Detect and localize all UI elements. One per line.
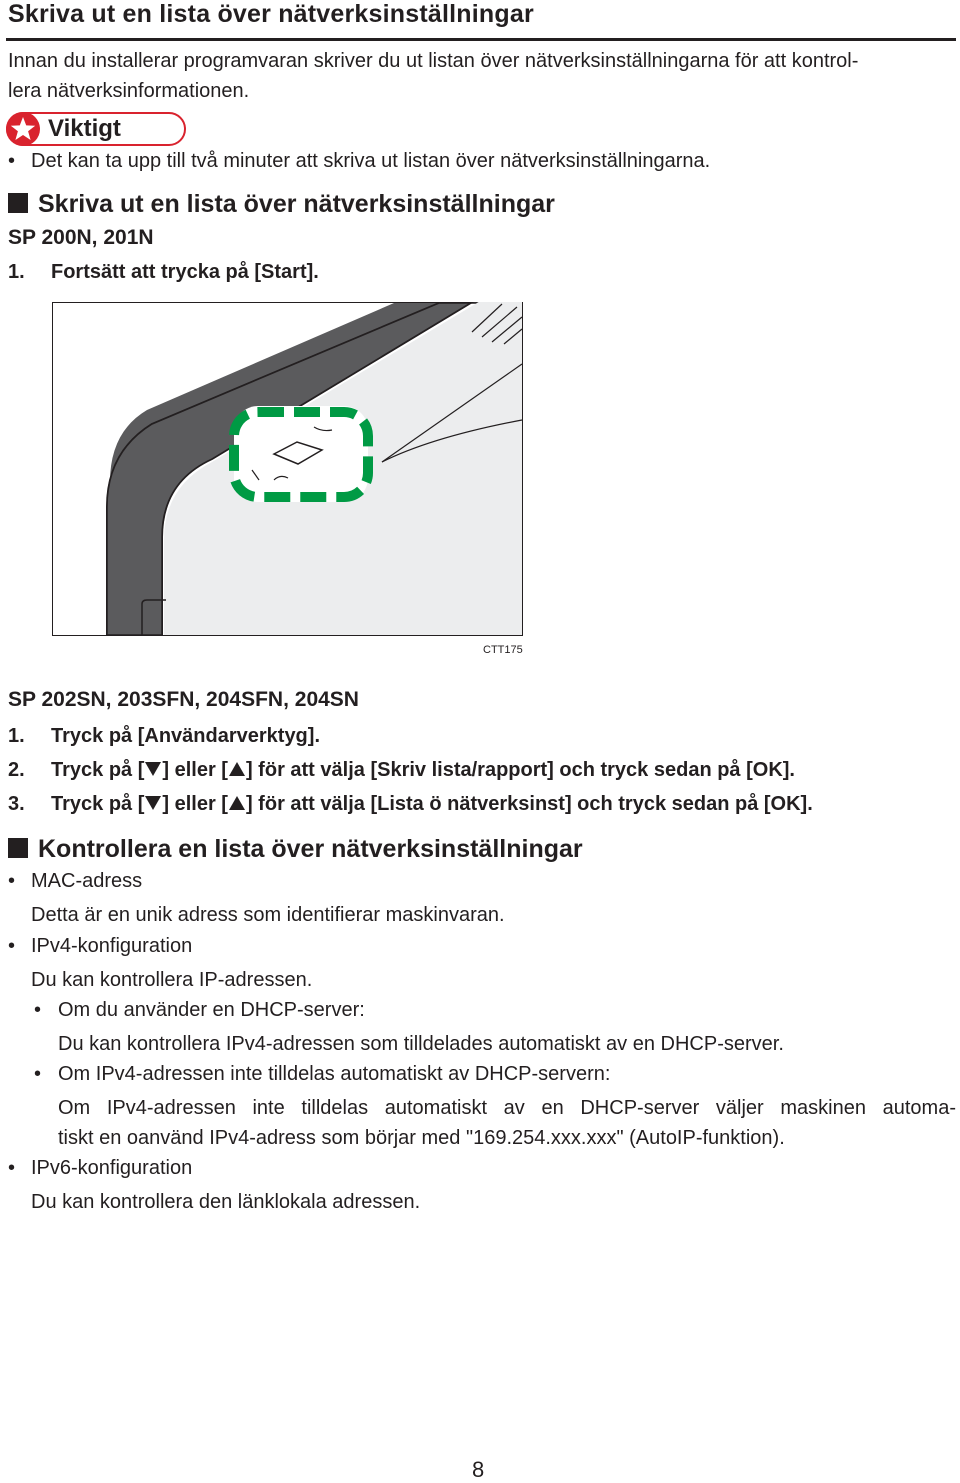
- bullet-icon: •: [8, 870, 16, 892]
- bullet-icon: •: [8, 935, 16, 957]
- step-text-mid: ] eller [: [162, 759, 228, 781]
- list-item-label: Om du använder en DHCP-server:: [58, 999, 365, 1021]
- step-text-post: ] för att välja [Skriv lista/rapport] och tryck sedan på [OK].: [245, 759, 795, 781]
- important-note-text: Det kan ta upp till två minuter att skriva ut listan över nätverksinställningarna.: [31, 150, 711, 172]
- title-rule: [6, 38, 956, 41]
- list-item-ipv4: [8, 931, 948, 961]
- list-item-desc: Detta är en unik adress som identifierar maskinvaran.: [31, 904, 505, 926]
- list-item-desc-line-2: tiskt en oanvänd IPv4-adress som börjar med "169.254.xxx.xxx" (AutoIP-funktion).: [58, 1127, 785, 1149]
- square-bullet-icon: [8, 838, 28, 858]
- printer-illustration: [52, 302, 523, 636]
- figure-code: CTT175: [483, 644, 523, 656]
- list-item-label: MAC-adress: [31, 870, 143, 892]
- important-badge: [6, 112, 186, 146]
- section-heading-print: [8, 190, 555, 219]
- step-text-post: ] för att välja [Lista ö nätverksinst] och tryck sedan på [OK].: [245, 793, 813, 815]
- up-arrow-icon: [229, 796, 245, 810]
- page-title: Skriva ut en lista över nätverksinställningar: [8, 0, 534, 28]
- list-item-mac: [8, 866, 948, 896]
- list-item-label: IPv6-konfiguration: [31, 1157, 193, 1179]
- sublist-item-dhcp: [34, 995, 944, 1025]
- section-heading-print-text: Skriva ut en lista över nätverksinställningar: [38, 190, 555, 218]
- model-b-step-1: [8, 725, 320, 748]
- bullet-icon: •: [8, 1157, 16, 1179]
- step-text-pre: Tryck på [: [51, 759, 145, 781]
- model-b-step-3: [8, 793, 813, 816]
- section-heading-check-text: Kontrollera en lista över nätverksinställningar: [38, 835, 583, 863]
- list-item-label: IPv4-konfiguration: [31, 935, 193, 957]
- list-item-ipv6: [8, 1153, 948, 1183]
- step-text-mid: ] eller [: [162, 793, 228, 815]
- star-icon: [6, 112, 40, 146]
- important-note: [8, 146, 948, 176]
- step-text: Tryck på [Användarverktyg].: [51, 725, 320, 747]
- list-item-desc-line-1: Om IPv4-adressen inte tilldelas automatiskt av en DHCP-server väljer maskinen automa-: [58, 1097, 956, 1119]
- page-number: 8: [472, 1457, 485, 1482]
- step-number: 1.: [8, 261, 25, 283]
- section-heading-check: [8, 835, 583, 864]
- model-a-title: SP 200N, 201N: [8, 226, 154, 249]
- intro-line-2: lera nätverksinformationen.: [8, 80, 250, 102]
- list-item-desc: Du kan kontrollera IP-adressen.: [31, 969, 313, 991]
- bullet-icon: •: [34, 1063, 42, 1085]
- step-number: 3.: [8, 793, 25, 815]
- list-item-desc: Du kan kontrollera den länklokala adressen.: [31, 1191, 421, 1213]
- up-arrow-icon: [229, 762, 245, 776]
- model-b-step-2: [8, 759, 795, 782]
- list-item-desc: Du kan kontrollera IPv4-adressen som tilldelades automatiskt av en DHCP-server.: [58, 1033, 784, 1055]
- sublist-item-no-dhcp: [34, 1059, 944, 1089]
- step-number: 1.: [8, 725, 25, 747]
- step-number: 2.: [8, 759, 25, 781]
- down-arrow-icon: [145, 796, 161, 810]
- model-a-step-1: [8, 261, 319, 284]
- list-item-label: Om IPv4-adressen inte tilldelas automatiskt av DHCP-servern:: [58, 1063, 611, 1085]
- step-text-pre: Tryck på [: [51, 793, 145, 815]
- model-b-title: SP 202SN, 203SFN, 204SFN, 204SN: [8, 688, 359, 711]
- down-arrow-icon: [145, 762, 161, 776]
- intro-line-1: Innan du installerar programvaran skriver du ut listan över nätverksinställningarna för att kontrol-: [8, 50, 859, 72]
- square-bullet-icon: [8, 193, 28, 213]
- bullet-icon: •: [34, 999, 42, 1021]
- bullet-icon: •: [8, 150, 16, 172]
- important-badge-label: Viktigt: [48, 115, 121, 142]
- step-text: Fortsätt att trycka på [Start].: [51, 261, 319, 283]
